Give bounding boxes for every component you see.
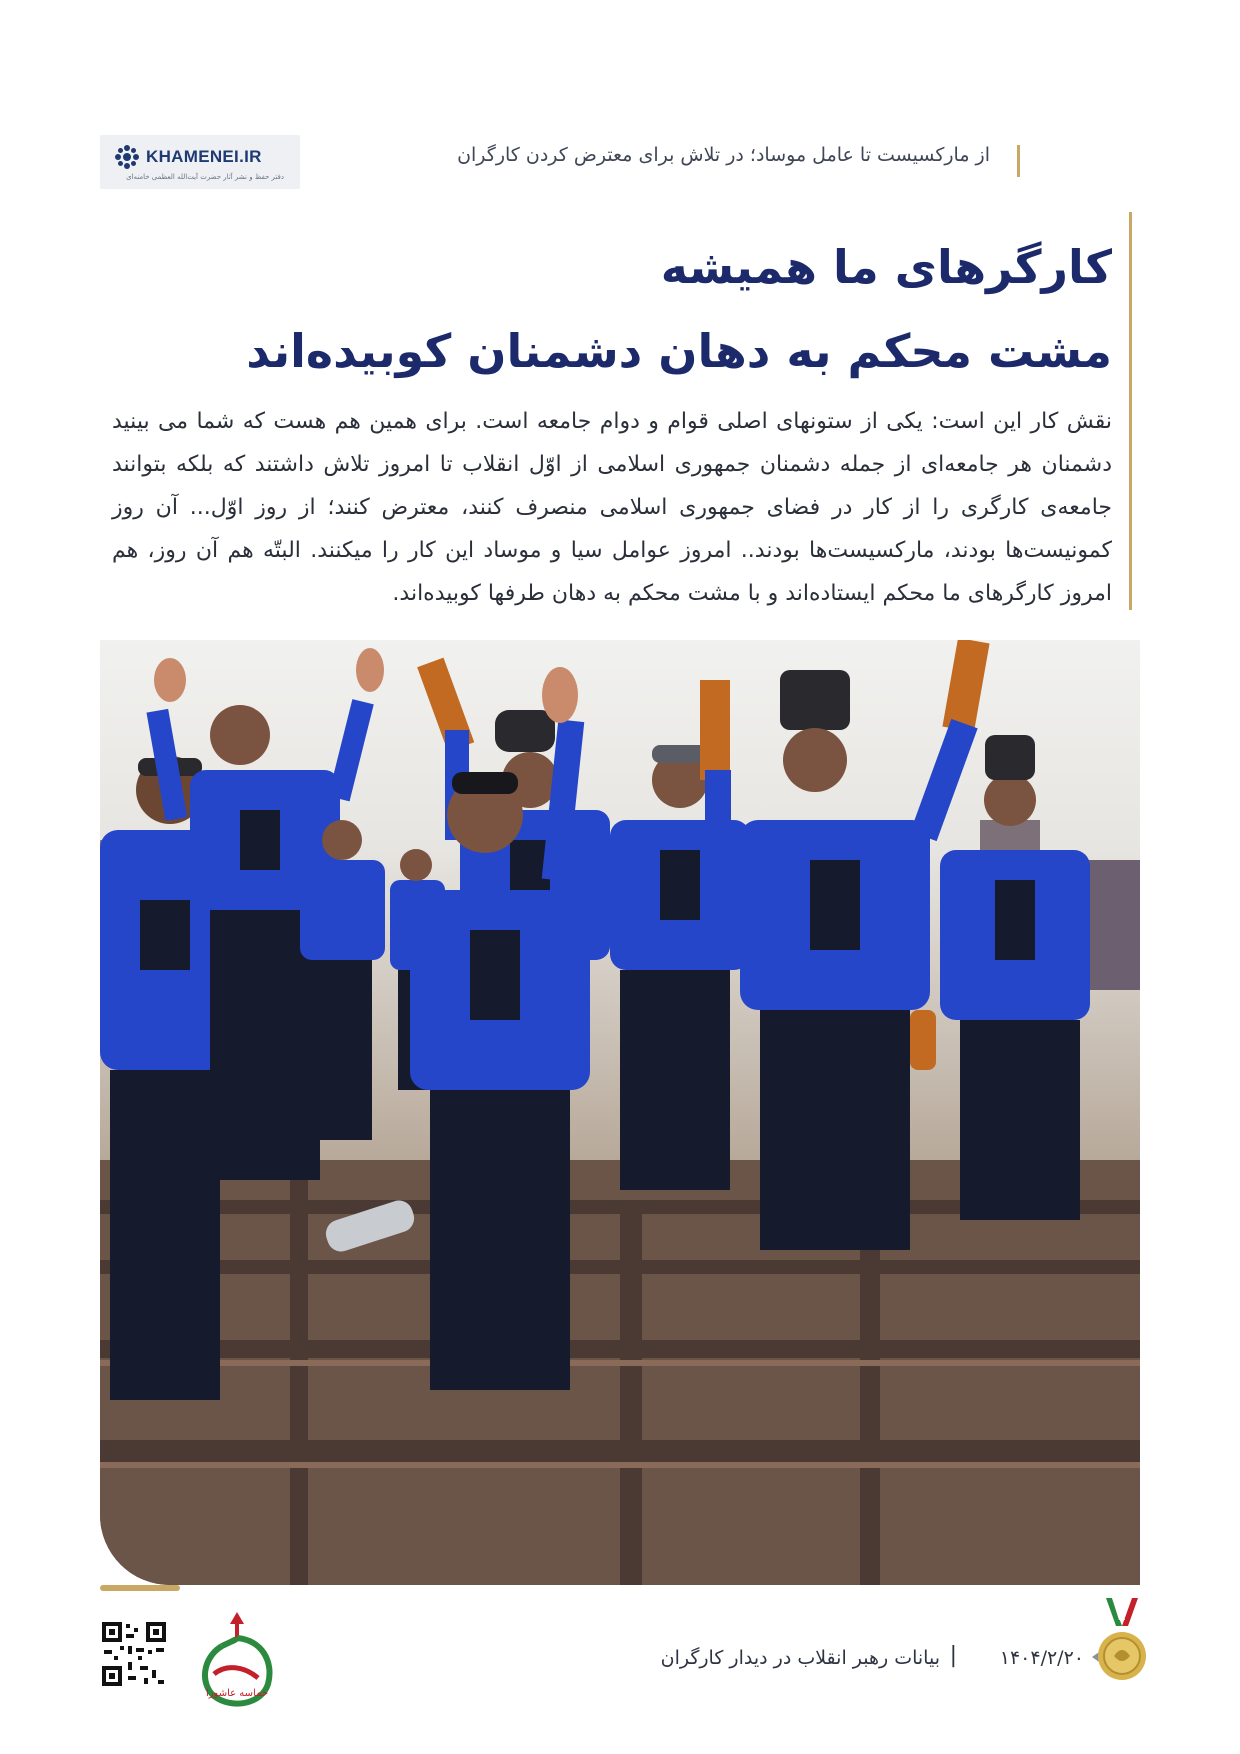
workers-photo <box>100 640 1140 1585</box>
body-paragraph: نقش کار این است: یکی از ستونهای اصلی قوام و دوام جامعه است. برای همین هم هست که شما می بینید دشمنان هر جامعه‌ای از جمله دشمنان جمهوری اسلامی از اوّل انقلاب تا امروز تلاش داشتند که بلکه بتوانند جامعه‌ی کارگری را از کار در فضای جمهوری اسلامی منصرف کنند، معترض کنند؛ از روز اوّل... آن روز کمونیست‌ها بودند، مارکسیست‌ها بودند.. امروز عوامل سیا و موساد این کار را میکنند. البتّه هم آن روز، هم امروز کارگرهای ما محکم ایستاده‌اند و با مشت محکم به دهان طرفها کوبیده‌اند. <box>112 409 1112 606</box>
supertitle: از مارکسیست تا عامل موساد؛ در تلاش برای معترض کردن کارگران <box>457 144 990 166</box>
footer-separator: | <box>949 1643 957 1668</box>
headline-rule <box>1129 212 1132 610</box>
worker-figure <box>300 820 385 1140</box>
footer-source: بیانات رهبر انقلاب در دیدار کارگران <box>660 1647 940 1669</box>
emblem-caption: حماسه عاشورا <box>205 1688 269 1699</box>
logo-text: KHAMENEI.IR <box>146 146 262 166</box>
supertitle-rule <box>1017 145 1020 177</box>
headline-line-2: مشت محکم به دهان دشمنان کوبیده‌اند <box>246 324 1112 378</box>
site-logo[interactable] <box>100 135 300 189</box>
headline <box>246 225 1112 393</box>
ashura-emblem <box>192 1604 282 1714</box>
logo-subtitle: دفتر حفظ و نشر آثار حضرت آیت‌الله العظمی خامنه‌ای <box>126 172 284 181</box>
workers-illustration <box>100 640 1140 1585</box>
photo-accent-bar <box>100 1585 180 1591</box>
khamenei-logo-icon <box>114 144 140 170</box>
medal-icon <box>1096 1596 1148 1688</box>
qr-code-icon[interactable] <box>100 1620 168 1688</box>
headline-line-1: کارگرهای ما همیشه <box>660 240 1112 294</box>
footer-date: ۱۴۰۴/۲/۲۰ <box>999 1647 1084 1669</box>
